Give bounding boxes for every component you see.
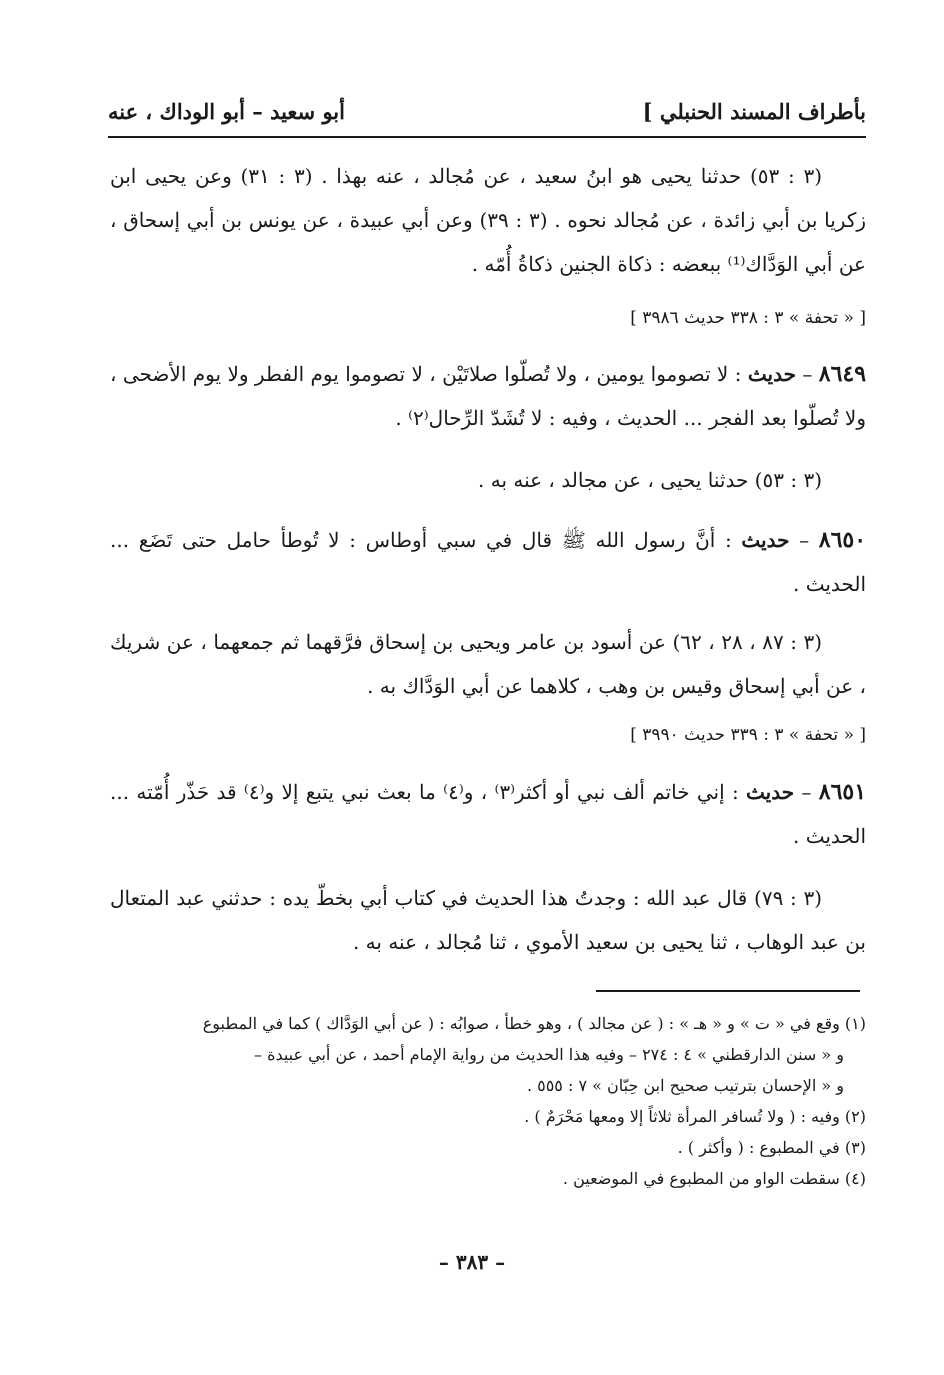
footnote-3: (٣) في المطبوع : ( وأكثر ) . bbox=[677, 1138, 866, 1157]
isnad-paragraph-1 bbox=[110, 154, 866, 286]
hadith-number-8651: ٨٦٥١ bbox=[818, 779, 867, 805]
footnote-2: (٢) وفيه : ( ولا تُسافر المرأة ثلاثاً إلا ومعها مَحْرَمٌ ) . bbox=[524, 1107, 866, 1126]
hadith-text-8649: لا تصوموا يومين ، ولا تُصلّوا صلاتَيْن ، لا تصوموا يوم الفطر ولا يوم الأضحى ، ولا تُصلّوا بعد الفجر ... الحديث ، وفيه : لا تُشَدّ الرِّحال⁽٢⁾ . bbox=[110, 362, 866, 430]
header-section-title: أبو سعيد – أبو الوداك ، عنه bbox=[108, 98, 345, 124]
header-book-title: بأطراف المسند الحنبلي ] bbox=[642, 98, 866, 124]
footnote-1: (١) وقع في « ت » و « هـ » : ( عن مجالد ) ، وهو خطأ ، صوابُه : ( عن أبي الوَدَّاك ) كما في المطبوع bbox=[202, 1014, 866, 1033]
page-number: – ٣٨٣ – bbox=[438, 1250, 506, 1274]
isnad-8649: (٣ : ٥٣) حدثنا يحيى ، عن مجالد ، عنه به . bbox=[478, 468, 822, 492]
tuhfa-reference-1: [ « تحفة » ٣ : ٣٣٨ حديث ٣٩٨٦ ] bbox=[630, 308, 866, 328]
footnote-4: (٤) سقطت الواو من المطبوع في الموضعين . bbox=[562, 1169, 866, 1188]
hadith-8651: ٨٦٥١ – حديث : إني خاتم ألف نبي أو أكثر⁽٣⁾ ، و⁽٤⁾ ما بعث نبي يتبع إلا و⁽٤⁾ قد حَذّر أُمّته ... الحديث . bbox=[110, 779, 867, 848]
hadith-number-8650: ٨٦٥٠ bbox=[818, 527, 867, 553]
footnote-1-continued-2: و « الإحسان بترتيب صحيح ابن حِبّان » ٧ : ٥٥٥ . bbox=[526, 1076, 844, 1095]
header-divider bbox=[108, 136, 866, 138]
tuhfa-reference-2: [ « تحفة » ٣ : ٣٣٩ حديث ٣٩٩٠ ] bbox=[630, 725, 866, 745]
hadith-label-8650: حديث bbox=[741, 528, 790, 552]
isnad-text-1: (٣ : ٥٣) حدثنا يحيى هو ابنُ سعيد ، عن مُجالد ، عنه بهذا . (٣ : ٣١) وعن يحيى ابن زكريا بن أبي زائدة ، عن مُجالد نحوه . (٣ : ٣٩) وعن أبي عبيدة ، عن يونس بن أبي إسحاق ، عن أبي الوَدَّاك⁽¹⁾ ببعضه : ذكاة الجنين ذكاةُ أُمّه . bbox=[110, 164, 866, 276]
running-header bbox=[108, 88, 866, 134]
hadith-8649: ٨٦٤٩ – حديث : لا تصوموا يومين ، ولا تُصلّوا صلاتَيْن ، لا تصوموا يوم الفطر ولا يوم الأضحى ، ولا تُصلّوا بعد الفجر ... الحديث ، وفيه : لا تُشَدّ الرِّحال⁽٢⁾ . bbox=[110, 361, 867, 430]
hadith-text-8651: إني خاتم ألف نبي أو أكثر⁽٣⁾ ، و⁽٤⁾ ما بعث نبي يتبع إلا و⁽٤⁾ قد حَذّر أُمّته ... الحديث . bbox=[110, 780, 866, 848]
isnad-8650: (٣ : ٨٧ ، ٢٨ ، ٦٢) عن أسود بن عامر ويحيى بن إسحاق فرَّقهما ثم جمعهما ، عن شريك ، عن أبي إسحاق وقيس بن وهب ، كلاهما عن أبي الوَدَّاك به . bbox=[110, 630, 866, 698]
hadith-number-8649: ٨٦٤٩ bbox=[818, 361, 867, 387]
footnote-separator bbox=[596, 990, 860, 992]
hadith-label-8651: حديث bbox=[746, 780, 795, 804]
isnad-8651: (٣ : ٧٩) قال عبد الله : وجدتُ هذا الحديث في كتاب أبي بخطّ يده : حدثني عبد المتعال بن عبد الوهاب ، ثنا يحيى بن سعيد الأموي ، ثنا مُجالد ، عنه به . bbox=[110, 886, 866, 954]
hadith-text-8650: أنَّ رسول الله ﷺ قال في سبي أوطاس : لا تُوطأ حامل حتى تَضَع ... الحديث . bbox=[110, 528, 866, 596]
footnotes bbox=[110, 1008, 866, 1194]
hadith-label-8649: حديث bbox=[747, 362, 796, 386]
hadith-8650: ٨٦٥٠ – حديث : أنَّ رسول الله ﷺ قال في سبي أوطاس : لا تُوطأ حامل حتى تَضَع ... الحديث . bbox=[110, 527, 867, 596]
footnote-1-continued: و « سنن الدارقطني » ٤ : ٢٧٤ – وفيه هذا الحديث من رواية الإمام أحمد ، عن أبي عبيدة – bbox=[253, 1045, 844, 1064]
